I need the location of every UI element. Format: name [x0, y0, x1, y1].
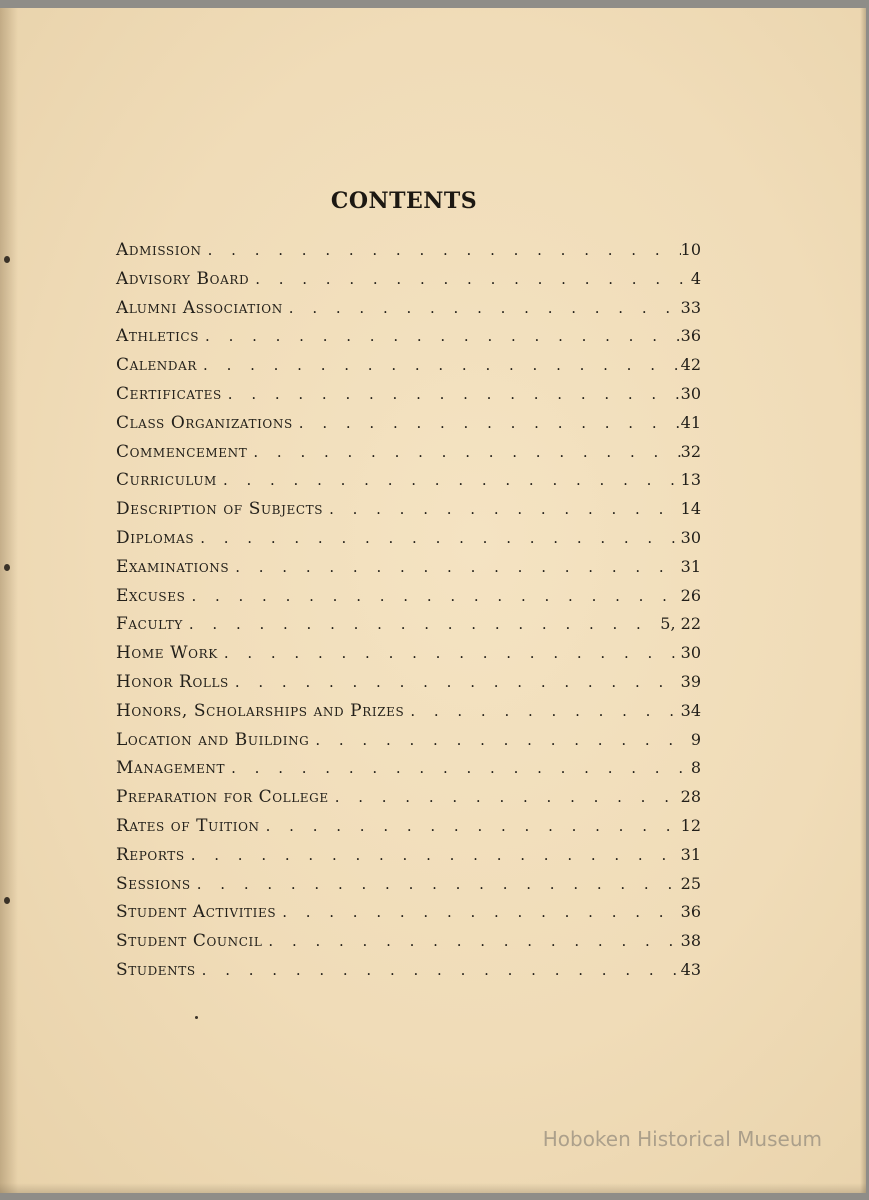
toc-entry-title: Student Activities — [116, 902, 277, 923]
toc-entry-title: Calendar — [116, 355, 198, 376]
toc-entry — [116, 787, 701, 816]
toc-entry-page: 28 — [680, 787, 701, 807]
dot-leader — [309, 731, 690, 749]
toc-entry-title: Advisory Board — [116, 268, 250, 289]
toc-entry — [116, 874, 701, 903]
ink-speck — [195, 1016, 198, 1019]
toc-entry-title: Description of Subjects — [116, 499, 324, 520]
toc-entry-page: 39 — [680, 671, 701, 691]
page-edge — [860, 8, 866, 1193]
dot-leader — [247, 443, 680, 461]
toc-entry-page: 26 — [680, 585, 701, 605]
toc-entry-title: Admission — [116, 240, 202, 260]
toc-entry — [116, 730, 701, 759]
toc-entry-page: 43 — [680, 959, 701, 979]
toc-entry-page: 32 — [680, 441, 701, 461]
toc-entry-page: 10 — [680, 240, 701, 259]
dot-leader — [283, 299, 681, 317]
toc-entry-title: Reports — [116, 844, 185, 865]
toc-entry — [116, 931, 701, 960]
toc-entry-page: 5, 22 — [660, 614, 701, 634]
dot-leader — [185, 587, 680, 605]
toc-entry-title: Alumni Association — [116, 297, 283, 318]
toc-entry — [116, 614, 701, 643]
toc-entry — [116, 413, 701, 442]
dot-leader — [229, 558, 680, 576]
toc-entry-page: 8 — [690, 758, 701, 778]
dot-leader — [202, 241, 681, 259]
toc-entry-title: Examinations — [116, 556, 230, 577]
toc-entry-page: 31 — [680, 556, 701, 576]
toc-entry-title: Certificates — [116, 383, 222, 404]
toc-entry-title: Faculty — [116, 614, 183, 635]
toc-entry-page: 31 — [680, 844, 701, 864]
dot-leader — [404, 702, 680, 720]
dot-leader — [197, 356, 681, 374]
toc-entry — [116, 298, 701, 327]
watermark: Hoboken Historical Museum — [542, 1127, 822, 1151]
toc-entry-title: Honors, Scholarships and Prizes — [116, 700, 405, 721]
dot-leader — [329, 788, 681, 806]
dot-leader — [196, 961, 681, 979]
toc-entry — [116, 816, 701, 845]
toc-entry-title: Rates of Tuition — [116, 815, 260, 836]
toc-entry-title: Management — [116, 758, 226, 779]
toc-entry-page: 12 — [680, 815, 701, 835]
toc-entry-page: 36 — [680, 902, 701, 922]
toc-entry-page: 30 — [680, 383, 701, 403]
dot-leader — [218, 644, 681, 662]
dot-leader — [217, 471, 681, 489]
toc-entry-title: Student Council — [116, 931, 263, 952]
toc-entry — [116, 845, 701, 874]
toc-entry-title: Preparation for College — [116, 787, 329, 808]
dot-leader — [249, 270, 691, 288]
binding-hole — [4, 256, 10, 263]
toc-entry-title: Home Work — [116, 643, 218, 664]
toc-entry-page: 14 — [680, 499, 701, 519]
toc-entry — [116, 326, 701, 355]
toc-entry-title: Honor Rolls — [116, 671, 229, 692]
toc-entry — [116, 470, 701, 499]
toc-entry — [116, 902, 701, 931]
dot-leader — [183, 615, 660, 633]
toc-entry — [116, 586, 701, 615]
toc-entry-title: Location and Building — [116, 729, 310, 750]
binding-hole — [4, 564, 10, 571]
toc-entry-title: Diplomas — [116, 527, 195, 548]
dot-leader — [185, 846, 681, 864]
toc-entry — [116, 528, 701, 557]
page-title: CONTENTS — [330, 188, 478, 214]
toc-entry-page: 25 — [680, 873, 701, 893]
page-bottom-edge — [0, 1183, 866, 1193]
toc-entry — [116, 442, 701, 471]
toc-entry-title: Curriculum — [116, 470, 217, 491]
toc-entry — [116, 557, 701, 586]
toc-entry-title: Class Organizations — [116, 412, 293, 433]
toc-entry-page: 30 — [680, 527, 701, 547]
toc-entry-page: 38 — [680, 931, 701, 951]
toc-entry — [116, 960, 701, 989]
toc-entry-page: 34 — [680, 700, 701, 720]
toc-entry-page: 30 — [680, 643, 701, 663]
toc-entry — [116, 758, 701, 787]
toc-entry-page: 4 — [690, 268, 701, 288]
dot-leader — [222, 385, 681, 403]
dot-leader — [225, 759, 691, 777]
toc-entry-page: 33 — [680, 297, 701, 317]
toc-entry — [116, 269, 701, 298]
toc-entry-title: Commencement — [116, 441, 248, 462]
toc-entry — [116, 643, 701, 672]
toc-entry-page: 42 — [680, 355, 701, 375]
toc-entry-title: Students — [116, 959, 196, 980]
toc-entry-page: 13 — [680, 470, 701, 490]
dot-leader — [323, 500, 681, 518]
toc-entry-page: 36 — [680, 326, 701, 346]
dot-leader — [229, 673, 681, 691]
toc-entry-page: 9 — [690, 729, 701, 749]
toc-entry — [116, 355, 701, 384]
dot-leader — [194, 529, 680, 547]
toc-entry-title: Sessions — [116, 873, 191, 894]
dot-leader — [293, 414, 681, 432]
dot-leader — [191, 875, 681, 893]
binding-gutter — [0, 8, 18, 1193]
toc-entry-title: Athletics — [116, 326, 200, 347]
dot-leader — [262, 932, 680, 950]
dot-leader — [276, 903, 680, 921]
toc-entry — [116, 240, 701, 269]
toc-entry-page: 41 — [680, 412, 701, 432]
table-of-contents — [116, 240, 701, 989]
binding-hole — [4, 897, 10, 904]
toc-entry-title: Excuses — [116, 585, 186, 606]
document-page — [0, 8, 866, 1193]
toc-entry — [116, 384, 701, 413]
toc-entry — [116, 701, 701, 730]
dot-leader — [199, 327, 681, 345]
toc-entry — [116, 672, 701, 701]
dot-leader — [260, 817, 681, 835]
toc-entry — [116, 499, 701, 528]
